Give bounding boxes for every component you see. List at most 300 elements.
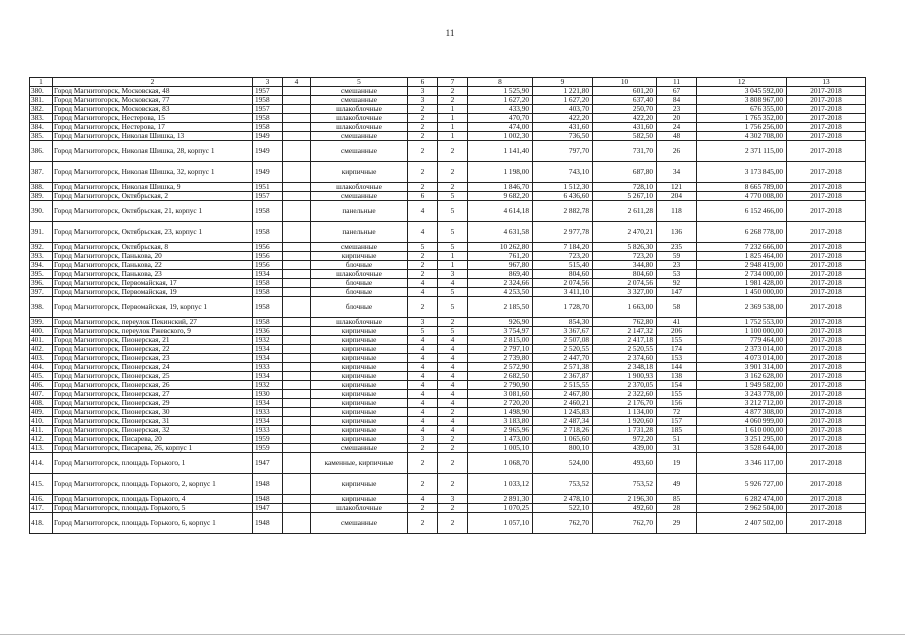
entrances-cell: 2	[438, 318, 468, 327]
year-commissioned-cell	[283, 279, 311, 288]
private-area-cell: 2 417,18	[593, 336, 657, 345]
row-number-cell: 395.	[30, 270, 53, 279]
repair-period-cell: 2017-2018	[787, 288, 866, 297]
total-area-cell: 869,40	[468, 270, 533, 279]
repair-period-cell: 2017-2018	[787, 513, 866, 534]
year-built-cell: 1958	[253, 279, 283, 288]
repair-period-cell: 2017-2018	[787, 105, 866, 114]
private-area-cell: 2 348,18	[593, 363, 657, 372]
residents-cell: 41	[657, 318, 697, 327]
living-area-cell: 1 728,70	[533, 297, 593, 318]
row-number-cell: 385.	[30, 132, 53, 141]
floors-cell: 4	[408, 408, 438, 417]
floors-cell: 3	[408, 318, 438, 327]
living-area-cell: 800,10	[533, 444, 593, 453]
residents-cell: 156	[657, 399, 697, 408]
table-row	[30, 318, 866, 327]
wall-material-cell: кирпичные	[311, 372, 408, 381]
floors-cell: 2	[408, 261, 438, 270]
repair-period-cell: 2017-2018	[787, 417, 866, 426]
year-commissioned-cell	[283, 141, 311, 162]
wall-material-cell: смешанные	[311, 141, 408, 162]
private-area-cell: 762,80	[593, 318, 657, 327]
floors-cell: 2	[408, 453, 438, 474]
page-bottom-edge	[0, 634, 905, 635]
row-number-cell: 386.	[30, 141, 53, 162]
total-area-cell: 4 631,58	[468, 222, 533, 243]
living-area-cell: 7 184,20	[533, 243, 593, 252]
living-area-cell: 3 367,67	[533, 327, 593, 336]
living-area-cell: 2 718,26	[533, 426, 593, 435]
year-commissioned-cell	[283, 261, 311, 270]
living-area-cell: 723,20	[533, 252, 593, 261]
column-header: 9	[533, 78, 593, 87]
floors-cell: 4	[408, 279, 438, 288]
repair-cost-cell: 3 162 628,00	[697, 372, 787, 381]
wall-material-cell: блочные	[311, 297, 408, 318]
living-area-cell: 422,20	[533, 114, 593, 123]
total-area-cell: 9 682,20	[468, 192, 533, 201]
year-commissioned-cell	[283, 444, 311, 453]
private-area-cell: 344,80	[593, 261, 657, 270]
total-area-cell: 2 572,90	[468, 363, 533, 372]
address-cell: Город Магнитогорск, Московская, 48	[53, 87, 253, 96]
address-cell: Город Магнитогорск, Нестерова, 17	[53, 123, 253, 132]
table-row	[30, 222, 866, 243]
repair-period-cell: 2017-2018	[787, 408, 866, 417]
column-header: 6	[408, 78, 438, 87]
entrances-cell: 5	[438, 297, 468, 318]
living-area-cell: 1 512,30	[533, 183, 593, 192]
residents-cell: 157	[657, 417, 697, 426]
wall-material-cell: блочные	[311, 261, 408, 270]
year-built-cell: 1956	[253, 252, 283, 261]
entrances-cell: 5	[438, 222, 468, 243]
address-cell: Город Магнитогорск, Писарева, 26, корпус 1	[53, 444, 253, 453]
year-built-cell: 1959	[253, 435, 283, 444]
repair-period-cell: 2017-2018	[787, 399, 866, 408]
total-area-cell: 2 797,10	[468, 345, 533, 354]
repair-cost-cell: 1 756 256,00	[697, 123, 787, 132]
residents-cell: 58	[657, 297, 697, 318]
wall-material-cell: кирпичные	[311, 495, 408, 504]
residents-cell: 72	[657, 408, 697, 417]
private-area-cell: 2 322,60	[593, 390, 657, 399]
wall-material-cell: кирпичные	[311, 381, 408, 390]
row-number-cell: 390.	[30, 201, 53, 222]
address-cell: Город Магнитогорск, Николая Шишка, 28, корпус 1	[53, 141, 253, 162]
year-commissioned-cell	[283, 354, 311, 363]
year-commissioned-cell	[283, 513, 311, 534]
address-cell: Город Магнитогорск, Первомайская, 19, корпус 1	[53, 297, 253, 318]
year-commissioned-cell	[283, 408, 311, 417]
repair-period-cell: 2017-2018	[787, 453, 866, 474]
repair-period-cell: 2017-2018	[787, 183, 866, 192]
entrances-cell: 4	[438, 426, 468, 435]
residents-cell: 92	[657, 279, 697, 288]
total-area-cell: 433,90	[468, 105, 533, 114]
column-header: 5	[311, 78, 408, 87]
entrances-cell: 2	[438, 504, 468, 513]
repair-cost-cell: 1 752 553,00	[697, 318, 787, 327]
floors-cell: 2	[408, 123, 438, 132]
entrances-cell: 5	[438, 201, 468, 222]
table-row	[30, 279, 866, 288]
repair-cost-cell: 1 825 464,00	[697, 252, 787, 261]
repair-period-cell: 2017-2018	[787, 435, 866, 444]
private-area-cell: 2 470,21	[593, 222, 657, 243]
living-area-cell: 1 065,60	[533, 435, 593, 444]
year-built-cell: 1933	[253, 426, 283, 435]
repair-cost-cell: 2 734 000,00	[697, 270, 787, 279]
repair-cost-cell: 1 450 000,00	[697, 288, 787, 297]
address-cell: Город Магнитогорск, Октябрьская, 21, корпус 1	[53, 201, 253, 222]
private-area-cell: 601,20	[593, 87, 657, 96]
entrances-cell: 5	[438, 288, 468, 297]
entrances-cell: 3	[438, 495, 468, 504]
living-area-cell: 743,10	[533, 162, 593, 183]
living-area-cell: 2 467,80	[533, 390, 593, 399]
total-area-cell: 2 682,50	[468, 372, 533, 381]
living-area-cell: 804,60	[533, 270, 593, 279]
total-area-cell: 1 473,00	[468, 435, 533, 444]
table-row	[30, 261, 866, 270]
address-cell: Город Магнитогорск, переулок Пекинский, 27	[53, 318, 253, 327]
residents-cell: 204	[657, 192, 697, 201]
entrances-cell: 2	[438, 474, 468, 495]
column-header: 12	[697, 78, 787, 87]
floors-cell: 2	[408, 504, 438, 513]
repair-period-cell: 2017-2018	[787, 504, 866, 513]
year-commissioned-cell	[283, 270, 311, 279]
residents-cell: 48	[657, 132, 697, 141]
table-row	[30, 435, 866, 444]
table-row	[30, 390, 866, 399]
living-area-cell: 2 977,78	[533, 222, 593, 243]
private-area-cell: 492,60	[593, 504, 657, 513]
year-built-cell: 1948	[253, 513, 283, 534]
row-number-cell: 406.	[30, 381, 53, 390]
floors-cell: 2	[408, 105, 438, 114]
table-row	[30, 354, 866, 363]
living-area-cell: 2 571,38	[533, 363, 593, 372]
entrances-cell: 5	[438, 327, 468, 336]
repair-cost-cell: 676 355,00	[697, 105, 787, 114]
column-header: 3	[253, 78, 283, 87]
total-area-cell: 1 627,20	[468, 96, 533, 105]
address-cell: Город Магнитогорск, Пионерская, 31	[53, 417, 253, 426]
private-area-cell: 5 826,30	[593, 243, 657, 252]
repair-period-cell: 2017-2018	[787, 327, 866, 336]
address-cell: Город Магнитогорск, Пионерская, 30	[53, 408, 253, 417]
residents-cell: 28	[657, 504, 697, 513]
year-built-cell: 1933	[253, 408, 283, 417]
floors-cell: 4	[408, 336, 438, 345]
repair-period-cell: 2017-2018	[787, 123, 866, 132]
living-area-cell: 3 411,10	[533, 288, 593, 297]
row-number-cell: 400.	[30, 327, 53, 336]
wall-material-cell: кирпичные	[311, 408, 408, 417]
row-number-cell: 396.	[30, 279, 53, 288]
year-built-cell: 1958	[253, 318, 283, 327]
total-area-cell: 1 057,10	[468, 513, 533, 534]
table-row	[30, 453, 866, 474]
repair-cost-cell: 4 302 708,00	[697, 132, 787, 141]
repair-cost-cell: 4 770 008,00	[697, 192, 787, 201]
year-commissioned-cell	[283, 495, 311, 504]
floors-cell: 3	[408, 96, 438, 105]
total-area-cell: 10 262,80	[468, 243, 533, 252]
repair-period-cell: 2017-2018	[787, 96, 866, 105]
residents-cell: 206	[657, 327, 697, 336]
floors-cell: 4	[408, 390, 438, 399]
residents-cell: 84	[657, 96, 697, 105]
private-area-cell: 431,60	[593, 123, 657, 132]
address-cell: Город Магнитогорск, Первомайская, 17	[53, 279, 253, 288]
year-built-cell: 1934	[253, 399, 283, 408]
repair-period-cell: 2017-2018	[787, 372, 866, 381]
private-area-cell: 1 134,00	[593, 408, 657, 417]
living-area-cell: 797,70	[533, 141, 593, 162]
floors-cell: 4	[408, 354, 438, 363]
repair-cost-cell: 1 765 352,00	[697, 114, 787, 123]
year-built-cell: 1957	[253, 105, 283, 114]
private-area-cell: 250,70	[593, 105, 657, 114]
entrances-cell: 4	[438, 354, 468, 363]
year-built-cell: 1957	[253, 192, 283, 201]
year-commissioned-cell	[283, 426, 311, 435]
address-cell: Город Магнитогорск, Московская, 83	[53, 105, 253, 114]
floors-cell: 2	[408, 252, 438, 261]
entrances-cell: 2	[438, 162, 468, 183]
year-built-cell: 1934	[253, 417, 283, 426]
residents-cell: 26	[657, 141, 697, 162]
year-commissioned-cell	[283, 336, 311, 345]
table-row	[30, 96, 866, 105]
table-row	[30, 243, 866, 252]
row-number-cell: 412.	[30, 435, 53, 444]
address-cell: Город Магнитогорск, Пионерская, 25	[53, 372, 253, 381]
living-area-cell: 1 221,80	[533, 87, 593, 96]
year-built-cell: 1934	[253, 270, 283, 279]
address-cell: Город Магнитогорск, площадь Горького, 2, корпус 1	[53, 474, 253, 495]
table-row	[30, 444, 866, 453]
address-cell: Город Магнитогорск, Октябрьская, 8	[53, 243, 253, 252]
table-row	[30, 132, 866, 141]
private-area-cell: 637,40	[593, 96, 657, 105]
floors-cell: 2	[408, 162, 438, 183]
table-row	[30, 417, 866, 426]
row-number-cell: 392.	[30, 243, 53, 252]
row-number-cell: 383.	[30, 114, 53, 123]
table-row	[30, 297, 866, 318]
year-built-cell: 1947	[253, 504, 283, 513]
year-built-cell: 1934	[253, 345, 283, 354]
entrances-cell: 3	[438, 270, 468, 279]
column-header: 10	[593, 78, 657, 87]
private-area-cell: 2 196,30	[593, 495, 657, 504]
address-cell: Город Магнитогорск, Нестерова, 15	[53, 114, 253, 123]
total-area-cell: 1 005,10	[468, 444, 533, 453]
table-row	[30, 252, 866, 261]
wall-material-cell: кирпичные	[311, 390, 408, 399]
repair-cost-cell: 2 407 502,00	[697, 513, 787, 534]
total-area-cell: 926,90	[468, 318, 533, 327]
total-area-cell: 1 033,12	[468, 474, 533, 495]
table-row	[30, 372, 866, 381]
living-area-cell: 2 367,87	[533, 372, 593, 381]
total-area-cell: 1 198,00	[468, 162, 533, 183]
private-area-cell: 422,20	[593, 114, 657, 123]
repair-period-cell: 2017-2018	[787, 192, 866, 201]
repair-period-cell: 2017-2018	[787, 162, 866, 183]
wall-material-cell: шлакоблочные	[311, 318, 408, 327]
living-area-cell: 522,10	[533, 504, 593, 513]
living-area-cell: 524,00	[533, 453, 593, 474]
repair-period-cell: 2017-2018	[787, 270, 866, 279]
year-commissioned-cell	[283, 363, 311, 372]
year-commissioned-cell	[283, 96, 311, 105]
entrances-cell: 2	[438, 141, 468, 162]
residents-cell: 155	[657, 390, 697, 399]
wall-material-cell: смешанные	[311, 87, 408, 96]
address-cell: Город Магнитогорск, Октябрьская, 23, корпус 1	[53, 222, 253, 243]
private-area-cell: 753,52	[593, 474, 657, 495]
table-row	[30, 336, 866, 345]
total-area-cell: 2 324,66	[468, 279, 533, 288]
year-built-cell: 1934	[253, 354, 283, 363]
row-number-cell: 389.	[30, 192, 53, 201]
year-built-cell: 1932	[253, 381, 283, 390]
row-number-cell: 409.	[30, 408, 53, 417]
total-area-cell: 3 081,60	[468, 390, 533, 399]
table-row	[30, 426, 866, 435]
total-area-cell: 2 891,30	[468, 495, 533, 504]
private-area-cell: 2 074,56	[593, 279, 657, 288]
residents-cell: 19	[657, 453, 697, 474]
wall-material-cell: шлакоблочные	[311, 105, 408, 114]
table-row	[30, 363, 866, 372]
year-commissioned-cell	[283, 435, 311, 444]
year-commissioned-cell	[283, 222, 311, 243]
repair-period-cell: 2017-2018	[787, 390, 866, 399]
repair-cost-cell: 3 528 644,00	[697, 444, 787, 453]
repair-period-cell: 2017-2018	[787, 297, 866, 318]
table-row	[30, 504, 866, 513]
private-area-cell: 762,70	[593, 513, 657, 534]
total-area-cell: 474,00	[468, 123, 533, 132]
entrances-cell: 1	[438, 114, 468, 123]
floors-cell: 4	[408, 372, 438, 381]
year-built-cell: 1932	[253, 336, 283, 345]
wall-material-cell: кирпичные	[311, 345, 408, 354]
year-commissioned-cell	[283, 105, 311, 114]
residents-cell: 235	[657, 243, 697, 252]
year-commissioned-cell	[283, 201, 311, 222]
address-cell: Город Магнитогорск, Николая Шишка, 32, корпус 1	[53, 162, 253, 183]
year-commissioned-cell	[283, 372, 311, 381]
repair-cost-cell: 4 877 308,00	[697, 408, 787, 417]
residents-cell: 136	[657, 222, 697, 243]
entrances-cell: 1	[438, 261, 468, 270]
row-number-cell: 410.	[30, 417, 53, 426]
wall-material-cell: кирпичные	[311, 336, 408, 345]
year-built-cell: 1949	[253, 132, 283, 141]
floors-cell: 2	[408, 141, 438, 162]
year-commissioned-cell	[283, 288, 311, 297]
private-area-cell: 2 611,28	[593, 201, 657, 222]
wall-material-cell: панельные	[311, 222, 408, 243]
floors-cell: 4	[408, 381, 438, 390]
residents-cell: 185	[657, 426, 697, 435]
row-number-cell: 388.	[30, 183, 53, 192]
entrances-cell: 2	[438, 408, 468, 417]
repair-cost-cell: 2 948 419,00	[697, 261, 787, 270]
wall-material-cell: панельные	[311, 201, 408, 222]
floors-cell: 2	[408, 270, 438, 279]
private-area-cell: 2 370,05	[593, 381, 657, 390]
entrances-cell: 4	[438, 279, 468, 288]
total-area-cell: 1 141,40	[468, 141, 533, 162]
repair-period-cell: 2017-2018	[787, 132, 866, 141]
private-area-cell: 493,60	[593, 453, 657, 474]
wall-material-cell: шлакоблочные	[311, 270, 408, 279]
column-header: 8	[468, 78, 533, 87]
repair-cost-cell: 3 251 295,00	[697, 435, 787, 444]
entrances-cell: 4	[438, 390, 468, 399]
living-area-cell: 736,50	[533, 132, 593, 141]
wall-material-cell: смешанные	[311, 132, 408, 141]
total-area-cell: 4 614,18	[468, 201, 533, 222]
repair-cost-cell: 2 962 504,00	[697, 504, 787, 513]
address-cell: Город Магнитогорск, Пионерская, 29	[53, 399, 253, 408]
row-number-cell: 387.	[30, 162, 53, 183]
entrances-cell: 2	[438, 513, 468, 534]
row-number-cell: 397.	[30, 288, 53, 297]
table-row	[30, 474, 866, 495]
repair-cost-cell: 4 073 014,00	[697, 354, 787, 363]
floors-cell: 4	[408, 222, 438, 243]
living-area-cell: 431,60	[533, 123, 593, 132]
table-row	[30, 192, 866, 201]
total-area-cell: 4 253,50	[468, 288, 533, 297]
address-cell: Город Магнитогорск, Пионерская, 32	[53, 426, 253, 435]
row-number-cell: 382.	[30, 105, 53, 114]
total-area-cell: 967,80	[468, 261, 533, 270]
address-cell: Город Магнитогорск, площадь Горького, 6, корпус 1	[53, 513, 253, 534]
table-row	[30, 408, 866, 417]
row-number-cell: 398.	[30, 297, 53, 318]
repair-period-cell: 2017-2018	[787, 318, 866, 327]
year-commissioned-cell	[283, 318, 311, 327]
repair-cost-cell: 2 369 538,00	[697, 297, 787, 318]
wall-material-cell: смешанные	[311, 513, 408, 534]
wall-material-cell: шлакоблочные	[311, 183, 408, 192]
table-row	[30, 183, 866, 192]
year-built-cell: 1947	[253, 453, 283, 474]
row-number-cell: 414.	[30, 453, 53, 474]
row-number-cell: 405.	[30, 372, 53, 381]
entrances-cell: 4	[438, 345, 468, 354]
repair-period-cell: 2017-2018	[787, 201, 866, 222]
year-built-cell: 1957	[253, 87, 283, 96]
wall-material-cell: каменные, кирпичные	[311, 453, 408, 474]
year-commissioned-cell	[283, 381, 311, 390]
year-commissioned-cell	[283, 243, 311, 252]
entrances-cell: 2	[438, 453, 468, 474]
row-number-cell: 415.	[30, 474, 53, 495]
repair-cost-cell: 6 282 474,00	[697, 495, 787, 504]
